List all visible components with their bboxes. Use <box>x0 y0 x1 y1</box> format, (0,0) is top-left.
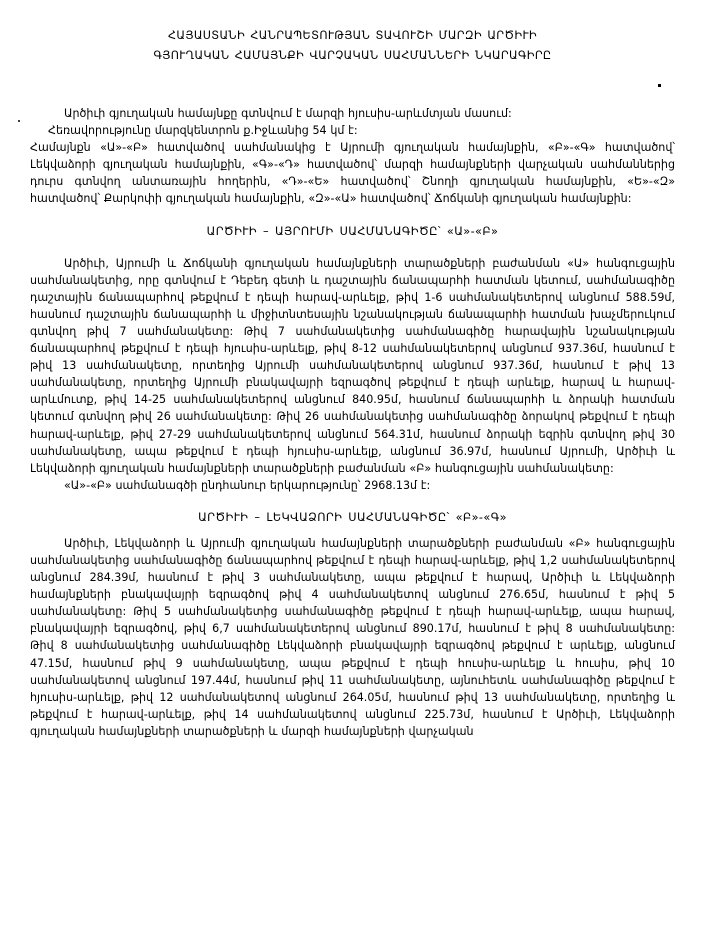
section-1-total-length: «Ա»-«Բ» սահմանագծի ընդհանուր երկարությունը՝ 2968.13մ է: <box>64 478 431 492</box>
intro-line-2: Հեռավորությունը մարզկենտրոն ք.Իջևանից 54 կմ է: <box>48 124 358 138</box>
document-title-line-1: ՀԱՅԱՍՏԱՆԻ ՀԱՆՐԱՊԵՏՈՒԹՅԱՆ ՏԱՎՈՒՇԻ ՄԱՐԶԻ ԱՐԾԻՒԻ <box>168 29 537 42</box>
stray-dot-mark <box>18 120 20 122</box>
spacer-before-section-1 <box>30 208 675 223</box>
section-2-heading: ԱՐԾԻՒԻ – ԼԵԿՎԱՁՈՐԻ ՍԱՀՄԱՆԱԳԻԾԸ՝ «Բ»-«Գ» <box>198 510 507 524</box>
section-1-heading: ԱՐԾԻՒԻ – ԱՅՐՈՒՄԻ ՍԱՀՄԱՆԱԳԻԾԸ՝ «Ա»-«Բ» <box>206 224 499 238</box>
spacer-after-section-1-heading <box>30 240 675 255</box>
intro-line-1: Արծիւի գյուղական համայնքը գտնվում է մարզի հյուսիս-արևմտյան մասում: <box>64 107 512 120</box>
intro-paragraph: Համայնքն «Ա»-«Բ» հատվածով սահմանակից է Այրումի գյուղական համայնքին, «Բ»-«Գ» հատվածով՝ Լեկվաձորի գյուղական համայնքին, «Գ»-«Դ» հատվածով՝ մարզի համայնքների վարչական սահմաններից դուրս գտնվող անտառային հողերին, «Դ»-«Ե» հատվածով՝ Շնողի գյուղական համայնքին, «Ե»-«Զ» հատվածով՝ Քարկոփի գյուղական համայնքին, «Զ»-«Ա» հատվածով՝ Ճոճկանի գյուղական համայնքին: <box>30 141 675 206</box>
spacer-before-section-2 <box>30 494 675 509</box>
section-1-paragraph: Արծիւի, Այրումի և Ճոճկանի գյուղական համայնքների տարածքների բաժանման «Ա» հանգուցային սահմանակետից, որը գտնվում է Դեբեդ գետի և դաշտային ճանապարհի հատման կետում, սահմանագիծը դաշտային ճանապարհով թեքվում է դեպի հարավ-արևելք, թիվ 1-6 սահմանակետերով անցնում 588.59մ, հասնում դաշտային ճանապարհի և միջիտնտեսային նշանակության ճանապարհի հատման խաչմերուկում գտնվող թիվ 7 սահմանակետը: Թիվ 7 սահմանակետից սահմանագիծը հարավային նշանակության ճանապարհով թեքվում է դեպի հյուսիս-արևելք, թիվ 8-12 սահմանակետերով անցնում 937.36մ, հասնում է թիվ 13 սահմանակետը, որտեղից Այրումի սահմանակետերով անցնում 937.36մ, հասնում է թիվ 13 սահմանակետը, որտեղից Այրումի բնակավայրի եզրագծով թեքվում է դեպի արևելք, հարավ և հարավ-արևմուտք, թիվ 14-25 սահմանակետերով անցնում 840.95մ, հասնում ճանապարհի և ձորակի հատման կետում գտնվող թիվ 26 սահմանակետը: Թիվ 26 սահմանակետից սահմանագիծը ձորակով թեքվում է դեպի հարավ-արևելք, թիվ 27-29 սահմանակետերով անցնում 564.31մ, հասնում ձորակի եզրին գտնվող թիվ 30 սահմանակետը, ապա թեքվում է դեպի հյուսիս-արևելք, անցնում 36.97մ, հասնում Այրումի, Արծիւի և Լեկվաձորի գյուղական համայնքների տարածքների բաժանման «Բ» հանգուցային սահմանակետը: <box>30 256 675 475</box>
stray-corner-mark <box>658 84 661 87</box>
spacer-after-section-2-heading <box>30 526 675 535</box>
spacer-after-title <box>30 65 675 105</box>
document-title <box>56 26 649 65</box>
section-2-paragraph: Արծիւի, Լեկվաձորի և Այրումի գյուղական համայնքների տարածքների բաժանման «Բ» հանգուցային սահմանակետից սահմանագիծը ճանապարհով թեքվում է դեպի հարավ-արևելք, թիվ 1,2 սահմանակետերով անցնում 284.39մ, հասնում է թիվ 3 սահմանակետը, ապա թեքվում է հարավ, Արծիւի և Լեկվաձորի համայնքների բնակավայրի եզրագծով թիվ 4 սահմանակետով անցնում 276.65մ, հասնում է թիվ 5 սահմանակետը: Թիվ 5 սահմանակետից սահմանագիծը թեքվում է դեպի հարավ-արևելք, ապա հարավ, բնակավայրի եզրագծով, թիվ 6,7 սահմանակետերով անցնում 890.17մ, հասնում է թիվ 8 սահմանակետը: Թիվ 8 սահմանակետից սահմանագիծը Լեկվաձորի բնակավայրի եզրագծով թեքվում է արևելք, անցնում 47.15մ, հասնում թիվ 9 սահմանակետը, ապա թեքվում է դեպի հուսիս-արևելք և հուսիս, թիվ 10 սահմանակետով անցնում 197.44մ, հասնում թիվ 11 սահմանակետը, այնուհետև սահմանագիծը թեքվում է հյուսիս-արևելք, թիվ 12 սահմանակետով անցնում 264.05մ, հասնում թիվ 13 սահմանակետը, որտեղից և թեքվում է հարավ-արևելք, թիվ 14 սահմանակետով անցնում 225.73մ, հասնում է Արծիւի, Լեկվաձորի գյուղական համայնքների տարածքների և մարզի համայնքների վարչական <box>30 536 675 738</box>
document-title-line-2: ԳՅՈՒՂԱԿԱՆ ՀԱՄԱՅՆՔԻ ՎԱՐՉԱԿԱՆ ՍԱՀՄԱՆՆԵՐԻ ՆԿԱՐԱԳԻՐԸ <box>153 48 552 62</box>
